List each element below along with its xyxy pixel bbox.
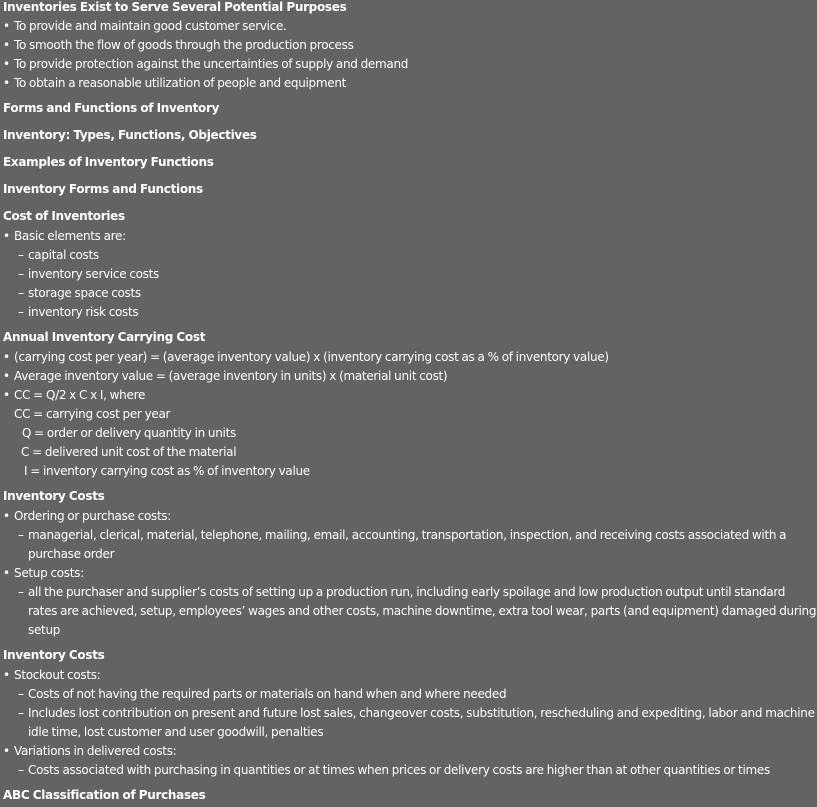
sub-list-item: – inventory service costs [0, 265, 817, 284]
sub-list-item: – capital costs [0, 246, 817, 265]
definition-line: CC = carrying cost per year [14, 407, 171, 421]
heading-examples-functions: Examples of Inventory Functions [3, 155, 214, 169]
heading-abc-classification: ABC Classification of Purchases [3, 788, 206, 802]
heading-forms-functions: Forms and Functions of Inventory [3, 101, 220, 115]
sub-list-item: – inventory risk costs [0, 303, 817, 322]
sub-list-item: – storage space costs [0, 284, 817, 303]
list-item: • Variations in delivered costs: [0, 742, 817, 761]
list-item: • Average inventory value = (average inventory in units) x (material unit cost) [0, 367, 817, 386]
list-item: • Setup costs: [0, 564, 817, 583]
definition-line: C = delivered unit cost of the material [21, 445, 237, 459]
sub-list-item: – Includes lost contribution on present and future lost sales, changeover costs, substitution, rescheduling and expediting, labor and machine idle time, lost customer and user goodwill, penalties [0, 704, 817, 742]
list-item: • Basic elements are: [0, 227, 817, 246]
heading-types-functions-objectives: Inventory: Types, Functions, Objectives [3, 128, 257, 142]
list-item: • To smooth the flow of goods through the production process [0, 36, 817, 55]
heading-inventory-costs: Inventory Costs [3, 489, 105, 503]
heading-cost-of-inventories: Cost of Inventories [3, 209, 125, 223]
sub-list-item: – all the purchaser and supplier’s costs of setting up a production run, including early spoilage and low production output until standard rates are achieved, setup, employees’ wages and other costs, machine downtime, extra tool wear, parts (and equipment) damaged during setup [0, 583, 817, 640]
list-item: • Ordering or purchase costs: [0, 507, 817, 526]
heading-annual-carrying-cost: Annual Inventory Carrying Cost [3, 330, 206, 344]
heading-inventory-costs-2: Inventory Costs [3, 648, 105, 662]
list-item: • To provide and maintain good customer service. [0, 17, 817, 36]
list-item: • CC = Q/2 x C x I, where [0, 386, 817, 405]
heading-purposes: Inventories Exist to Serve Several Potential Purposes [3, 0, 347, 14]
definition-line: Q = order or delivery quantity in units [22, 426, 236, 440]
list-item: • Stockout costs: [0, 666, 817, 685]
definition-line: I = inventory carrying cost as % of inventory value [24, 464, 310, 478]
list-item: • To obtain a reasonable utilization of people and equipment [0, 74, 817, 93]
heading-forms-and-functions: Inventory Forms and Functions [3, 182, 203, 196]
sub-list-item: – managerial, clerical, material, telephone, mailing, email, accounting, transportation, inspection, and receiving costs associated with a purchase order [0, 526, 817, 564]
list-item: • To provide protection against the uncertainties of supply and demand [0, 55, 817, 74]
sub-list-item: – Costs associated with purchasing in quantities or at times when prices or delivery costs are higher than at other quantities or times [0, 761, 817, 780]
list-item: • (carrying cost per year) = (average inventory value) x (inventory carrying cost as a % of inventory value) [0, 348, 817, 367]
sub-list-item: – Costs of not having the required parts or materials on hand when and where needed [0, 685, 817, 704]
